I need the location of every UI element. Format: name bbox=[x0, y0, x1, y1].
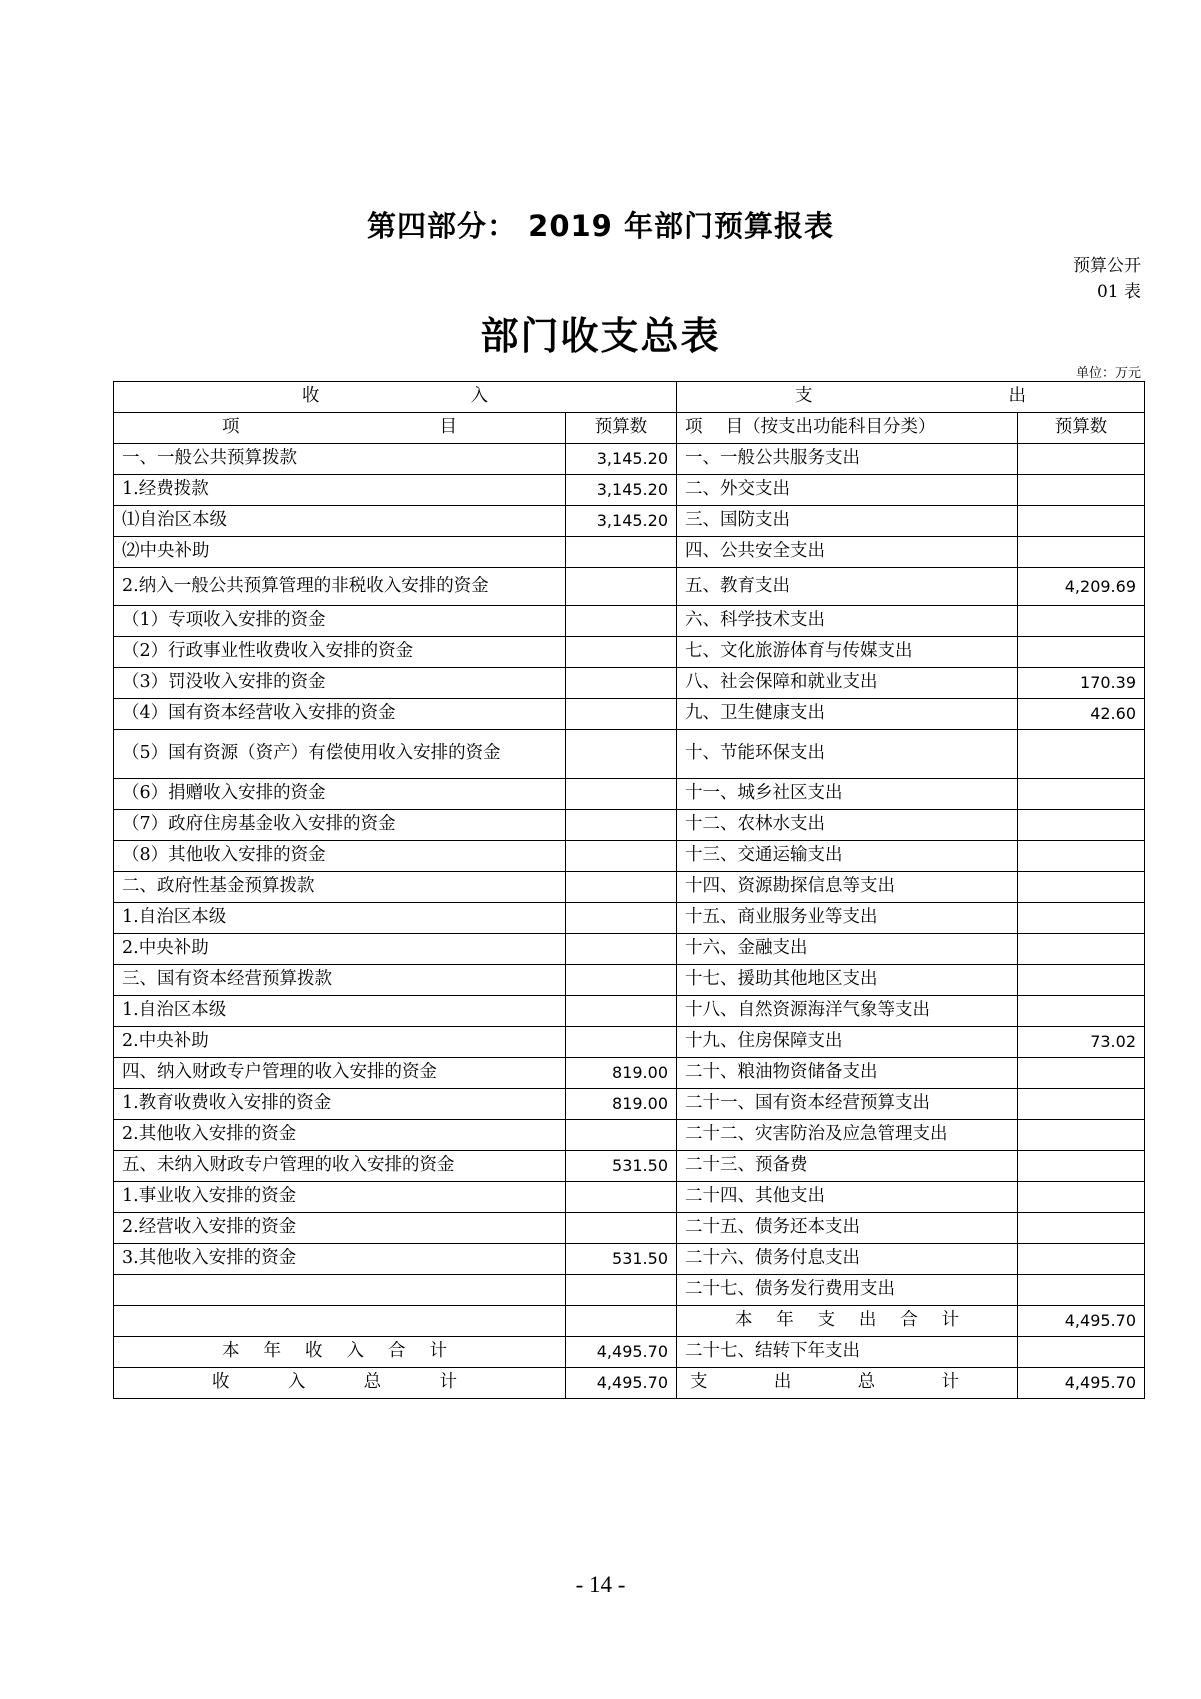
expense-item: 七、文化旅游体育与传媒支出 bbox=[677, 637, 1018, 668]
grand-char: 入 bbox=[287, 1372, 306, 1393]
income-value bbox=[566, 730, 677, 779]
income-header bbox=[114, 382, 677, 413]
income-value: 819.00 bbox=[566, 1058, 677, 1089]
expense-item: 十二、农林水支出 bbox=[677, 810, 1018, 841]
table-row bbox=[114, 965, 1145, 996]
table-row bbox=[114, 1120, 1145, 1151]
income-value: 531.50 bbox=[566, 1244, 677, 1275]
income-item: ⑴自治区本级 bbox=[114, 506, 566, 537]
expense-item: 十四、资源勘探信息等支出 bbox=[677, 872, 1018, 903]
income-value bbox=[566, 1182, 677, 1213]
item-header-char: 项 bbox=[222, 417, 240, 438]
table-row bbox=[114, 903, 1145, 934]
table-header-row-1 bbox=[114, 382, 1145, 413]
grand-char: 计 bbox=[941, 1372, 959, 1393]
income-item: （4）国有资本经营收入安排的资金 bbox=[114, 699, 566, 730]
income-value: 819.00 bbox=[566, 1089, 677, 1120]
income-item: 四、纳入财政专户管理的收入安排的资金 bbox=[114, 1058, 566, 1089]
income-value bbox=[566, 872, 677, 903]
income-header-char: 收 bbox=[302, 386, 320, 407]
income-value bbox=[566, 810, 677, 841]
income-value: 3,145.20 bbox=[566, 444, 677, 475]
income-value bbox=[566, 699, 677, 730]
expense-item: 二十四、其他支出 bbox=[677, 1182, 1018, 1213]
expense-value bbox=[1018, 1275, 1145, 1306]
income-header-char: 入 bbox=[470, 386, 488, 407]
income-value bbox=[566, 537, 677, 568]
item-header-char: 目 bbox=[439, 417, 457, 438]
expense-item: 二十、粮油物资储备支出 bbox=[677, 1058, 1018, 1089]
table-row bbox=[114, 934, 1145, 965]
expense-carryover-value bbox=[1018, 1337, 1145, 1368]
expense-value: 4,209.69 bbox=[1018, 568, 1145, 606]
expense-value: 42.60 bbox=[1018, 699, 1145, 730]
table-row bbox=[114, 568, 1145, 606]
income-value: 3,145.20 bbox=[566, 475, 677, 506]
total-char: 计 bbox=[941, 1310, 959, 1331]
table-row bbox=[114, 606, 1145, 637]
income-value bbox=[566, 1027, 677, 1058]
income-value bbox=[566, 1213, 677, 1244]
income-value bbox=[566, 841, 677, 872]
income-item: （3）罚没收入安排的资金 bbox=[114, 668, 566, 699]
income-item: 一、一般公共预算拨款 bbox=[114, 444, 566, 475]
expense-item: 二十一、国有资本经营预算支出 bbox=[677, 1089, 1018, 1120]
expense-item: 一、一般公共服务支出 bbox=[677, 444, 1018, 475]
expense-item: 十三、交通运输支出 bbox=[677, 841, 1018, 872]
income-item: 五、未纳入财政专户管理的收入安排的资金 bbox=[114, 1151, 566, 1182]
expense-item-header: 项 目（按支出功能科目分类） bbox=[677, 413, 1018, 444]
table-header-row-2 bbox=[114, 413, 1145, 444]
income-item: （5）国有资源（资产）有偿使用收入安排的资金 bbox=[114, 730, 566, 779]
expense-value bbox=[1018, 1120, 1145, 1151]
expense-value bbox=[1018, 606, 1145, 637]
table-row bbox=[114, 1027, 1145, 1058]
total-char: 收 bbox=[305, 1341, 323, 1362]
income-total-value: 4,495.70 bbox=[566, 1337, 677, 1368]
income-item bbox=[114, 1275, 566, 1306]
expense-item: 二十六、债务付息支出 bbox=[677, 1244, 1018, 1275]
grand-char: 总 bbox=[857, 1372, 876, 1393]
expense-item: 九、卫生健康支出 bbox=[677, 699, 1018, 730]
part-title: 第四部分： 2019 年部门预算报表 bbox=[367, 209, 834, 243]
expense-value bbox=[1018, 1182, 1145, 1213]
table-row bbox=[114, 444, 1145, 475]
income-value bbox=[566, 779, 677, 810]
expense-carryover-label: 二十七、结转下年支出 bbox=[677, 1337, 1018, 1368]
expense-value: 73.02 bbox=[1018, 1027, 1145, 1058]
income-value bbox=[566, 965, 677, 996]
expense-value bbox=[1018, 1151, 1145, 1182]
expense-value bbox=[1018, 965, 1145, 996]
expense-grand-value: 4,495.70 bbox=[1018, 1368, 1145, 1399]
total-char: 本 bbox=[735, 1310, 753, 1331]
expense-item: 五、教育支出 bbox=[677, 568, 1018, 606]
income-item: 3.其他收入安排的资金 bbox=[114, 1244, 566, 1275]
expense-value bbox=[1018, 475, 1145, 506]
table-cell bbox=[566, 1306, 677, 1337]
income-item: （6）捐赠收入安排的资金 bbox=[114, 779, 566, 810]
income-item: 二、政府性基金预算拨款 bbox=[114, 872, 566, 903]
expense-value bbox=[1018, 444, 1145, 475]
expense-item: 十六、金融支出 bbox=[677, 934, 1018, 965]
grand-char: 计 bbox=[439, 1372, 457, 1393]
page-title: 部门收支总表 bbox=[480, 313, 721, 358]
expense-value bbox=[1018, 1089, 1145, 1120]
income-total-label bbox=[114, 1337, 566, 1368]
expense-item: 十八、自然资源海洋气象等支出 bbox=[677, 996, 1018, 1027]
page-number: - 14 - bbox=[575, 1572, 626, 1597]
total-char: 支 bbox=[817, 1310, 836, 1331]
table-row bbox=[114, 730, 1145, 779]
expense-value bbox=[1018, 779, 1145, 810]
income-value: 531.50 bbox=[566, 1151, 677, 1182]
income-value bbox=[566, 934, 677, 965]
expense-header-char: 出 bbox=[1008, 386, 1026, 407]
grand-char: 支 bbox=[690, 1372, 708, 1393]
total-char: 入 bbox=[346, 1341, 364, 1362]
income-item-header bbox=[114, 413, 566, 444]
table-row bbox=[114, 668, 1145, 699]
expense-value bbox=[1018, 810, 1145, 841]
income-grand-label bbox=[114, 1368, 566, 1399]
budget-table bbox=[113, 381, 1145, 1399]
table-row bbox=[114, 1275, 1145, 1306]
expense-item: 十、节能环保支出 bbox=[677, 730, 1018, 779]
expense-total-label bbox=[677, 1306, 1018, 1337]
expense-value bbox=[1018, 903, 1145, 934]
table-row bbox=[114, 810, 1145, 841]
income-value bbox=[566, 996, 677, 1027]
expense-item: 二十二、灾害防治及应急管理支出 bbox=[677, 1120, 1018, 1151]
expense-item: 六、科学技术支出 bbox=[677, 606, 1018, 637]
expense-grand-label bbox=[677, 1368, 1018, 1399]
table-row bbox=[114, 872, 1145, 903]
table-row bbox=[114, 1213, 1145, 1244]
income-item: 2.经营收入安排的资金 bbox=[114, 1213, 566, 1244]
income-item: 1.自治区本级 bbox=[114, 996, 566, 1027]
income-budget-header: 预算数 bbox=[566, 413, 677, 444]
income-item: 2.其他收入安排的资金 bbox=[114, 1120, 566, 1151]
expense-value bbox=[1018, 996, 1145, 1027]
expense-item: 十五、商业服务业等支出 bbox=[677, 903, 1018, 934]
total-char: 年 bbox=[263, 1341, 281, 1362]
expense-value bbox=[1018, 934, 1145, 965]
table-row bbox=[114, 475, 1145, 506]
table-row bbox=[114, 1182, 1145, 1213]
expense-budget-header: 预算数 bbox=[1018, 413, 1145, 444]
expense-item: 十九、住房保障支出 bbox=[677, 1027, 1018, 1058]
table-row bbox=[114, 1089, 1145, 1120]
income-grand-value: 4,495.70 bbox=[566, 1368, 677, 1399]
table-row bbox=[114, 506, 1145, 537]
form-code-line1: 预算公开 bbox=[1073, 256, 1141, 276]
total-char: 出 bbox=[858, 1310, 877, 1331]
expense-value bbox=[1018, 841, 1145, 872]
income-item: 1.事业收入安排的资金 bbox=[114, 1182, 566, 1213]
table-row bbox=[114, 699, 1145, 730]
expense-value bbox=[1018, 1058, 1145, 1089]
expense-item: 四、公共安全支出 bbox=[677, 537, 1018, 568]
expense-item: 三、国防支出 bbox=[677, 506, 1018, 537]
income-item: 三、国有资本经营预算拨款 bbox=[114, 965, 566, 996]
income-item: 1.自治区本级 bbox=[114, 903, 566, 934]
table-row bbox=[114, 841, 1145, 872]
income-value bbox=[566, 1275, 677, 1306]
grand-char: 出 bbox=[773, 1372, 792, 1393]
total-char: 本 bbox=[222, 1341, 240, 1362]
total-char: 合 bbox=[900, 1310, 918, 1331]
table-row bbox=[114, 996, 1145, 1027]
table-cell bbox=[114, 1306, 566, 1337]
expense-item: 二、外交支出 bbox=[677, 475, 1018, 506]
expense-total-row bbox=[114, 1306, 1145, 1337]
income-value bbox=[566, 606, 677, 637]
income-item: 2.中央补助 bbox=[114, 1027, 566, 1058]
table-row bbox=[114, 1151, 1145, 1182]
expense-item: 二十七、债务发行费用支出 bbox=[677, 1275, 1018, 1306]
table-row bbox=[114, 637, 1145, 668]
grand-total-row bbox=[114, 1368, 1145, 1399]
income-item: 2.中央补助 bbox=[114, 934, 566, 965]
total-char: 合 bbox=[388, 1341, 406, 1362]
expense-value bbox=[1018, 1244, 1145, 1275]
expense-header bbox=[677, 382, 1145, 413]
income-item: （7）政府住房基金收入安排的资金 bbox=[114, 810, 566, 841]
expense-value bbox=[1018, 637, 1145, 668]
income-total-row bbox=[114, 1337, 1145, 1368]
table-row bbox=[114, 1244, 1145, 1275]
table-row bbox=[114, 1058, 1145, 1089]
income-value bbox=[566, 568, 677, 606]
income-item: （2）行政事业性收费收入安排的资金 bbox=[114, 637, 566, 668]
grand-char: 总 bbox=[363, 1372, 382, 1393]
expense-value bbox=[1018, 537, 1145, 568]
table-row bbox=[114, 537, 1145, 568]
expense-value bbox=[1018, 506, 1145, 537]
income-value bbox=[566, 1120, 677, 1151]
grand-char: 收 bbox=[212, 1372, 230, 1393]
expense-value bbox=[1018, 1213, 1145, 1244]
expense-item: 二十三、预备费 bbox=[677, 1151, 1018, 1182]
table-row bbox=[114, 779, 1145, 810]
income-item: 1.经费拨款 bbox=[114, 475, 566, 506]
income-item: ⑵中央补助 bbox=[114, 537, 566, 568]
income-value bbox=[566, 903, 677, 934]
expense-value bbox=[1018, 730, 1145, 779]
income-item: 2.纳入一般公共预算管理的非税收入安排的资金 bbox=[114, 568, 566, 606]
expense-value: 170.39 bbox=[1018, 668, 1145, 699]
income-item: （1）专项收入安排的资金 bbox=[114, 606, 566, 637]
income-value bbox=[566, 668, 677, 699]
income-item: （8）其他收入安排的资金 bbox=[114, 841, 566, 872]
expense-item: 二十五、债务还本支出 bbox=[677, 1213, 1018, 1244]
form-code-line2: 01 表 bbox=[1096, 282, 1141, 302]
total-char: 计 bbox=[429, 1341, 447, 1362]
expense-value bbox=[1018, 872, 1145, 903]
expense-total-value: 4,495.70 bbox=[1018, 1306, 1145, 1337]
expense-item: 十七、援助其他地区支出 bbox=[677, 965, 1018, 996]
income-value: 3,145.20 bbox=[566, 506, 677, 537]
expense-header-char: 支 bbox=[795, 386, 813, 407]
unit-label: 单位：万元 bbox=[1075, 366, 1141, 381]
expense-item: 八、社会保障和就业支出 bbox=[677, 668, 1018, 699]
expense-item: 十一、城乡社区支出 bbox=[677, 779, 1018, 810]
income-value bbox=[566, 637, 677, 668]
income-item: 1.教育收费收入安排的资金 bbox=[114, 1089, 566, 1120]
total-char: 年 bbox=[776, 1310, 794, 1331]
